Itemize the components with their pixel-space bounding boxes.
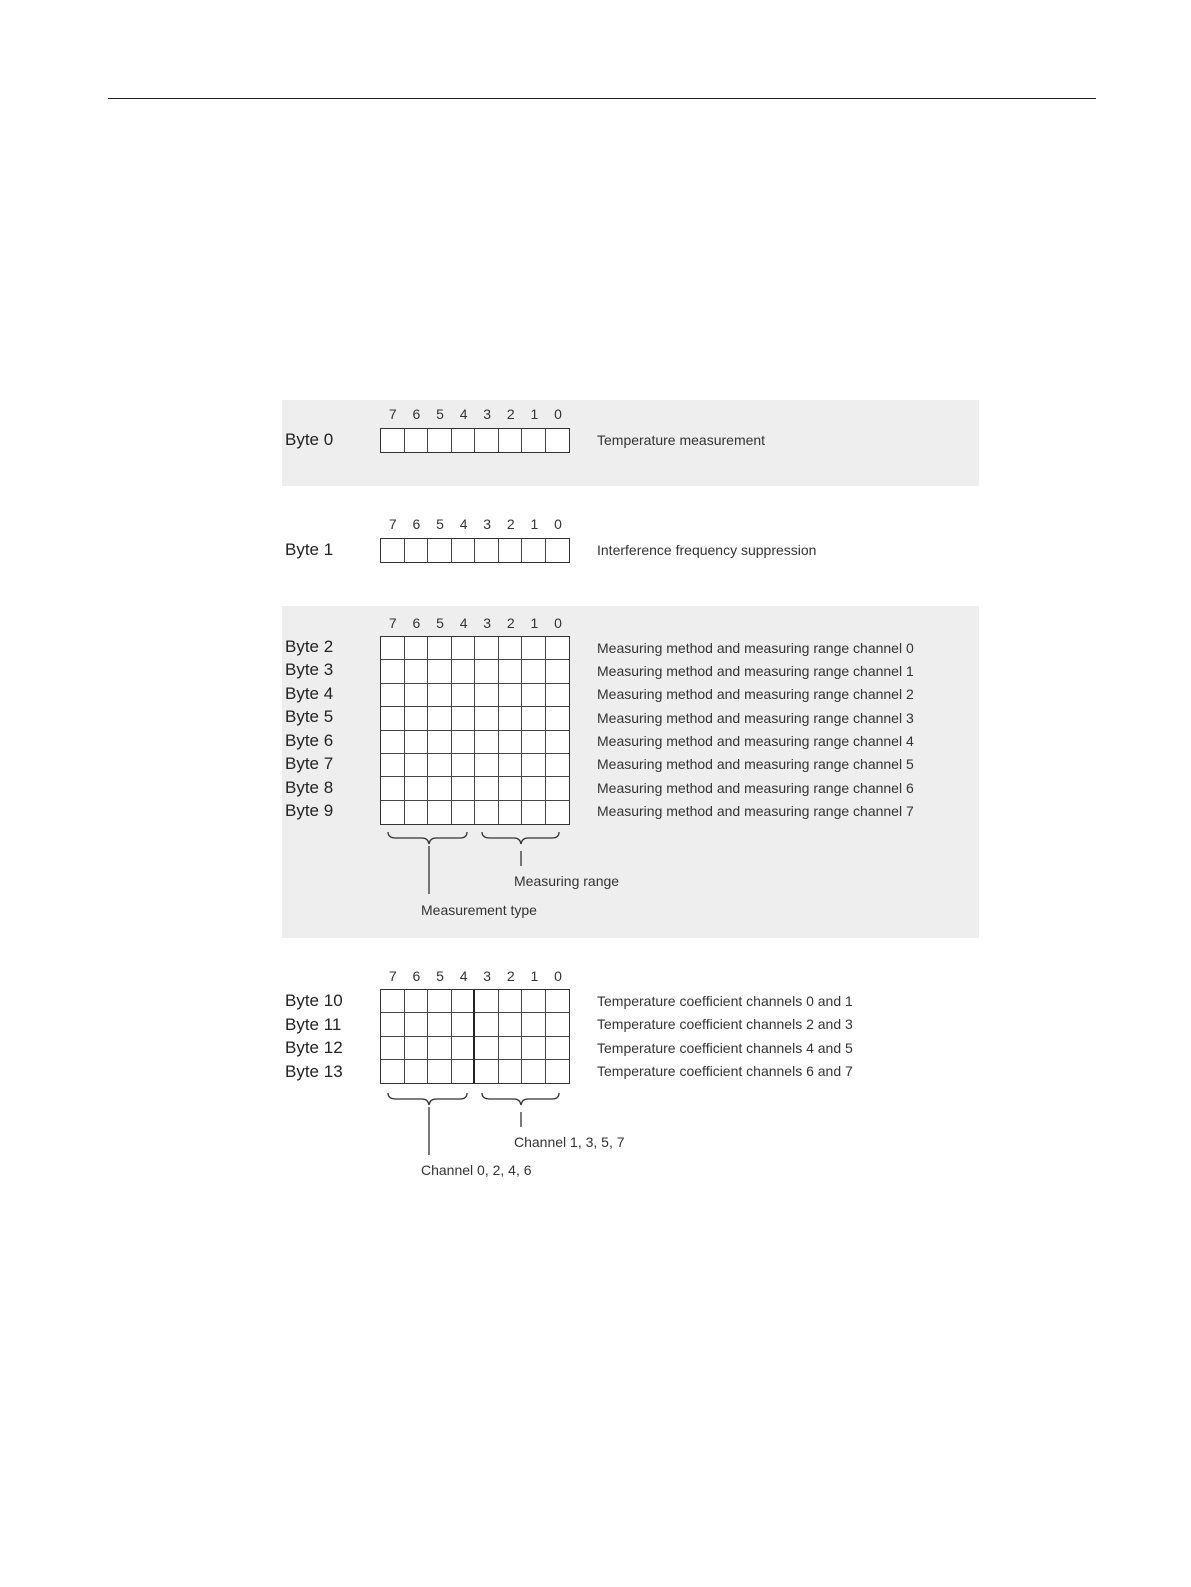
bit-cell <box>428 684 452 707</box>
byte-label: Byte 3 <box>285 660 334 679</box>
bit-number: 1 <box>530 516 539 532</box>
byte-label: Byte 0 <box>285 430 334 449</box>
bit-number: 2 <box>506 615 515 631</box>
bit-cell <box>452 1013 476 1036</box>
bit-cell <box>546 801 570 824</box>
bit-cell <box>522 1060 546 1083</box>
bit-number: 1 <box>530 968 539 984</box>
byte-label: Byte 4 <box>285 684 334 703</box>
bit-cell <box>381 990 405 1013</box>
byte-label: Byte 6 <box>285 731 334 750</box>
byte-label: Byte 8 <box>285 778 334 797</box>
bit-number: 2 <box>506 516 515 532</box>
bit-cell <box>499 754 523 777</box>
bit-cell <box>475 731 499 754</box>
bit-cell <box>522 684 546 707</box>
bit-cell <box>452 684 476 707</box>
bit-cell <box>546 1013 570 1036</box>
bit-cell <box>428 539 452 562</box>
bit-number: 4 <box>459 968 468 984</box>
bit-cell <box>452 1060 476 1083</box>
byte-label: Byte 2 <box>285 637 334 656</box>
bit-number: 6 <box>412 615 421 631</box>
bit-cell <box>381 1037 405 1060</box>
bit-cell <box>499 801 523 824</box>
bit-cell <box>405 777 429 800</box>
bit-cell <box>428 637 452 660</box>
bit-cell <box>381 637 405 660</box>
byte-description: Measuring method and measuring range channel 2 <box>597 686 914 702</box>
byte-description: Measuring method and measuring range channel 1 <box>597 663 914 679</box>
byte-description: Temperature coefficient channels 4 and 5 <box>597 1040 853 1056</box>
bit-cell <box>475 1013 499 1036</box>
bit-number: 1 <box>530 406 539 422</box>
bit-cell <box>475 990 499 1013</box>
bit-cell <box>452 801 476 824</box>
bit-number: 3 <box>483 406 492 422</box>
bit-cell <box>546 754 570 777</box>
bit-cell <box>522 707 546 730</box>
bit-cell <box>546 707 570 730</box>
bit-cell <box>452 731 476 754</box>
bit-cell <box>381 660 405 683</box>
bit-cell <box>546 684 570 707</box>
bit-cell <box>381 429 405 452</box>
bit-cell <box>405 660 429 683</box>
bit-cell <box>428 990 452 1013</box>
bit-number: 0 <box>554 968 562 984</box>
bit-cell <box>405 731 429 754</box>
byte-label: Byte 7 <box>285 754 334 773</box>
bit-cell <box>428 801 452 824</box>
low-nibble-note: Channel 1, 3, 5, 7 <box>514 1134 625 1150</box>
bit-cell <box>428 777 452 800</box>
byte-label: Byte 10 <box>285 991 343 1010</box>
bit-cell <box>381 1060 405 1083</box>
bit-cell <box>546 637 570 660</box>
bit-cell <box>522 1013 546 1036</box>
bit-cell <box>452 1037 476 1060</box>
bit-cell <box>546 990 570 1013</box>
bit-cell <box>499 1013 523 1036</box>
bit-cell <box>546 731 570 754</box>
bit-number: 7 <box>388 516 397 532</box>
bit-cell <box>428 429 452 452</box>
byte-description: Temperature measurement <box>597 432 766 448</box>
bit-cell <box>452 539 476 562</box>
bit-cell <box>546 1060 570 1083</box>
bit-cell <box>428 660 452 683</box>
bit-number: 2 <box>506 968 515 984</box>
bit-cell <box>522 660 546 683</box>
bit-cell <box>546 777 570 800</box>
bit-cell <box>452 429 476 452</box>
bit-cell <box>522 990 546 1013</box>
brace-high-nibble <box>388 1093 467 1105</box>
bit-cell <box>499 1037 523 1060</box>
bit-number: 7 <box>388 615 397 631</box>
bit-cell <box>522 539 546 562</box>
bit-cell <box>522 429 546 452</box>
bit-number: 7 <box>388 968 397 984</box>
bit-cell <box>522 801 546 824</box>
bit-cell <box>475 684 499 707</box>
bit-grid <box>380 538 570 563</box>
bit-number: 0 <box>554 615 562 631</box>
bit-cell <box>546 1037 570 1060</box>
bit-cell <box>405 990 429 1013</box>
bit-number: 6 <box>412 406 421 422</box>
bit-cell <box>475 1060 499 1083</box>
bit-cell <box>452 777 476 800</box>
bit-cell <box>522 731 546 754</box>
bit-cell <box>522 754 546 777</box>
bit-cell <box>499 1060 523 1083</box>
bit-cell <box>381 539 405 562</box>
bit-cell <box>405 539 429 562</box>
bit-cell <box>475 660 499 683</box>
bit-number: 5 <box>436 406 444 422</box>
bit-number: 6 <box>412 516 421 532</box>
bit-cell <box>452 637 476 660</box>
bit-cell <box>381 754 405 777</box>
bit-number: 4 <box>459 406 468 422</box>
bit-number: 3 <box>483 968 492 984</box>
bit-numbers <box>380 406 570 422</box>
bit-cell <box>499 684 523 707</box>
bit-cell <box>428 1037 452 1060</box>
bit-cell <box>405 684 429 707</box>
bit-cell <box>405 707 429 730</box>
byte-description: Temperature coefficient channels 6 and 7 <box>597 1063 853 1079</box>
byte-description: Measuring method and measuring range channel 6 <box>597 780 914 796</box>
bit-cell <box>499 990 523 1013</box>
bit-cell <box>381 707 405 730</box>
bit-numbers <box>380 968 570 984</box>
bit-cell <box>546 429 570 452</box>
bit-number: 4 <box>459 615 468 631</box>
bit-grid <box>380 989 570 1084</box>
bit-cell <box>381 731 405 754</box>
bit-cell <box>405 754 429 777</box>
bit-cell <box>381 777 405 800</box>
bit-cell <box>428 707 452 730</box>
bit-number: 4 <box>459 516 468 532</box>
byte-label: Byte 5 <box>285 707 334 726</box>
byte-description: Measuring method and measuring range channel 4 <box>597 733 914 749</box>
bit-grid <box>380 428 570 453</box>
bit-cell <box>381 1013 405 1036</box>
bit-cell <box>405 429 429 452</box>
bit-cell <box>475 777 499 800</box>
bit-cell <box>522 1037 546 1060</box>
bit-numbers <box>380 615 570 631</box>
bit-cell <box>405 1037 429 1060</box>
byte-label: Byte 9 <box>285 801 334 820</box>
bit-cell <box>381 684 405 707</box>
byte-label: Byte 11 <box>285 1015 342 1034</box>
bit-cell <box>499 637 523 660</box>
bit-cell <box>475 429 499 452</box>
bit-cell <box>499 539 523 562</box>
byte-description: Temperature coefficient channels 0 and 1 <box>597 993 853 1009</box>
byte-label: Byte 1 <box>285 540 334 559</box>
bit-cell <box>546 539 570 562</box>
bit-cell <box>405 637 429 660</box>
byte-description: Measuring method and measuring range channel 3 <box>597 710 914 726</box>
byte-label: Byte 13 <box>285 1062 343 1081</box>
bit-grid <box>380 636 570 825</box>
bit-number: 5 <box>436 615 444 631</box>
bit-number: 1 <box>530 615 539 631</box>
bit-number: 2 <box>506 406 515 422</box>
byte-description: Measuring method and measuring range channel 5 <box>597 756 914 772</box>
bit-cell <box>428 754 452 777</box>
bit-cell <box>475 637 499 660</box>
bit-cell <box>475 754 499 777</box>
bit-cell <box>499 731 523 754</box>
byte-description: Interference frequency suppression <box>597 542 817 558</box>
bit-cell <box>452 754 476 777</box>
bit-cell <box>452 990 476 1013</box>
bit-cell <box>405 1013 429 1036</box>
top-rule <box>108 98 1096 99</box>
bit-cell <box>452 707 476 730</box>
bit-cell <box>499 777 523 800</box>
bit-cell <box>475 801 499 824</box>
bit-cell <box>405 801 429 824</box>
bit-number: 0 <box>554 406 562 422</box>
bit-cell <box>499 429 523 452</box>
bit-cell <box>499 660 523 683</box>
bit-cell <box>428 731 452 754</box>
bit-cell <box>405 1060 429 1083</box>
bit-number: 3 <box>483 615 492 631</box>
bit-cell <box>428 1060 452 1083</box>
bit-numbers <box>380 516 570 532</box>
bit-cell <box>428 1013 452 1036</box>
high-nibble-note: Measurement type <box>421 902 537 918</box>
bit-cell <box>475 539 499 562</box>
byte-description: Measuring method and measuring range channel 7 <box>597 803 914 819</box>
low-nibble-note: Measuring range <box>514 873 620 889</box>
bit-number: 5 <box>436 516 444 532</box>
byte-description: Temperature coefficient channels 2 and 3 <box>597 1016 853 1032</box>
bit-cell <box>381 801 405 824</box>
bit-cell <box>499 707 523 730</box>
bit-cell <box>522 637 546 660</box>
bit-cell <box>452 660 476 683</box>
bit-number: 3 <box>483 516 492 532</box>
brace-low-nibble <box>482 1093 559 1105</box>
bit-cell <box>522 777 546 800</box>
bit-number: 0 <box>554 516 562 532</box>
byte-label: Byte 12 <box>285 1038 343 1057</box>
bit-number: 5 <box>436 968 444 984</box>
byte-description: Measuring method and measuring range channel 0 <box>597 640 914 656</box>
bit-cell <box>475 1037 499 1060</box>
bit-number: 6 <box>412 968 421 984</box>
bit-number: 7 <box>388 406 397 422</box>
bit-cell <box>546 660 570 683</box>
high-nibble-note: Channel 0, 2, 4, 6 <box>421 1162 532 1178</box>
bit-cell <box>475 707 499 730</box>
